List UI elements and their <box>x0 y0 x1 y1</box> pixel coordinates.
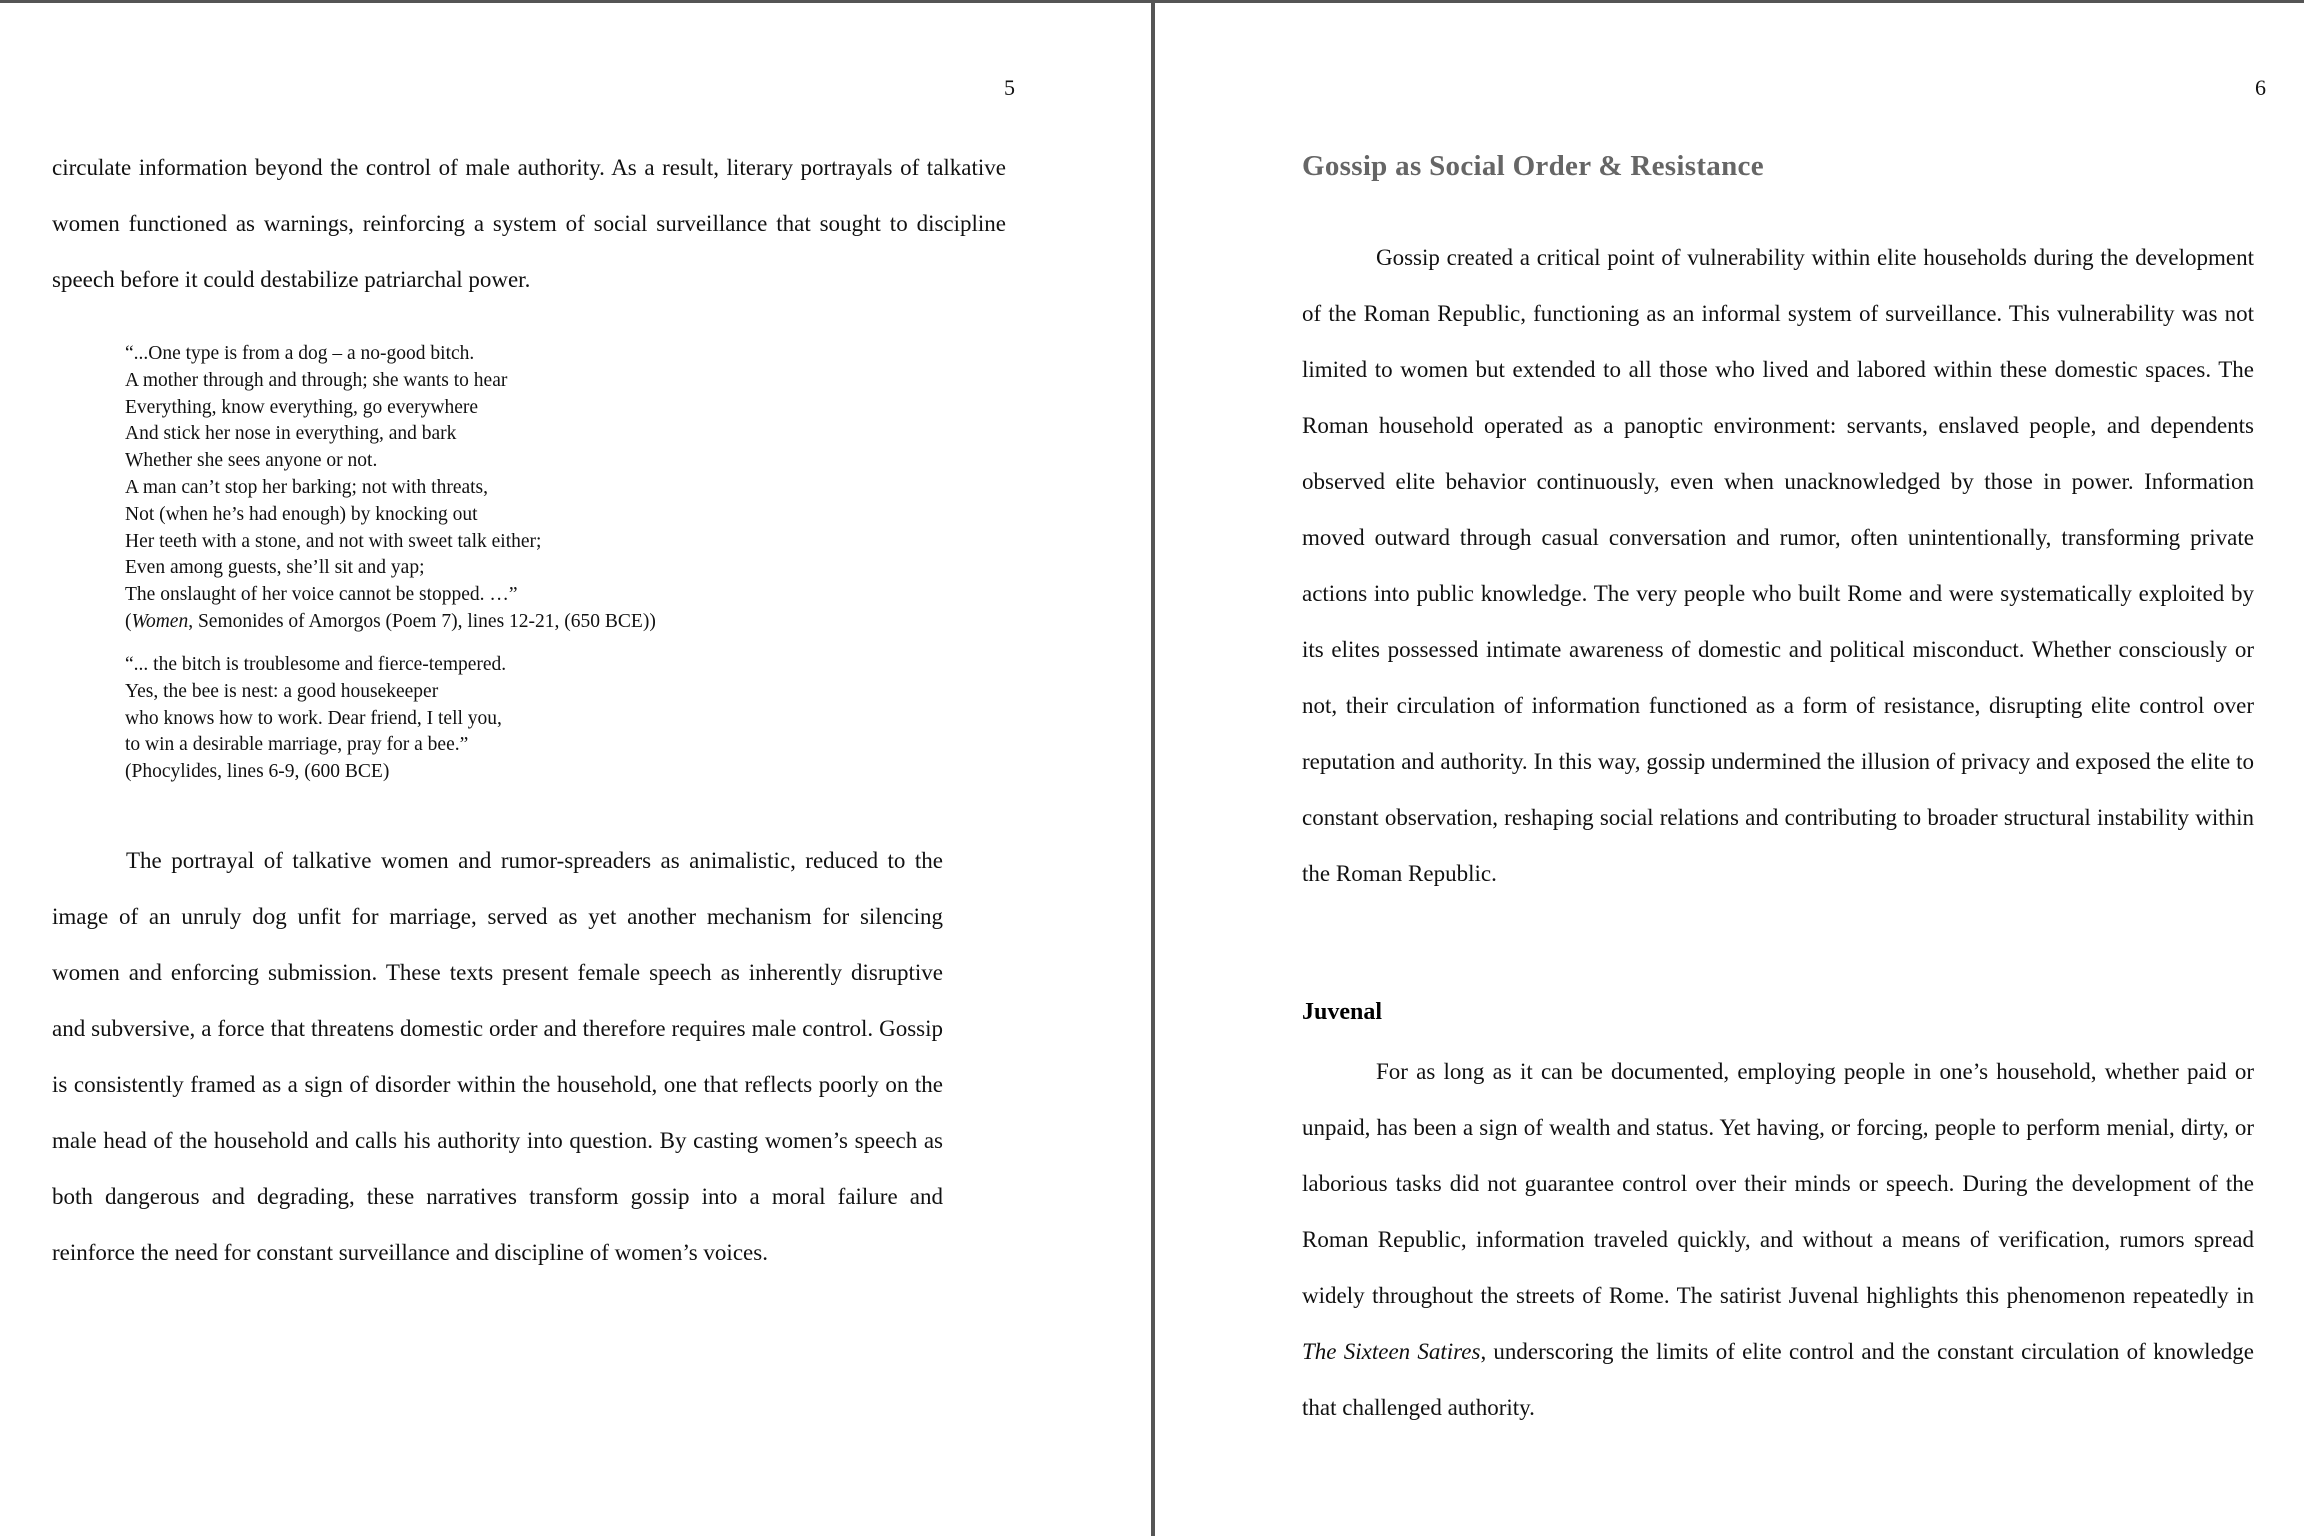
quote-line: Yes, the bee is nest: a good housekeeper <box>125 680 439 702</box>
quote-line: Everything, know everything, go everywhere <box>125 396 479 418</box>
quote-citation: (Women, Semonides of Amorgos (Poem 7), lines 12-21, (650 BCE)) <box>125 610 656 632</box>
page-number: 5 <box>1004 75 1015 100</box>
paragraph-text: Gossip created a critical point of vulnerability within elite households during the development of the Roman Republic, functioning as an informal system of surveillance. This vulnerability was not limited to women but extended to all those who lived and labored within these domestic spaces. The Roman household operated as a panoptic environment: servants, enslaved people, and dependents observed elite behavior continuously, even when unacknowledged by those in power. Information moved outward through casual conversation and rumor, often unintentionally, transforming private actions into public knowledge. The very people who built Rome and were systematically exploited by its elites possessed intimate awareness of domestic and political misconduct. Whether consciously or not, their circulation of information functioned as a form of resistance, disrupting elite control over reputation and authority. In this way, gossip undermined the illusion of privacy and exposed the elite to constant observation, reshaping social relations and contributing to broader structural instability within the Roman Republic. <box>1302 245 2254 886</box>
block-quote-semonides <box>125 341 825 636</box>
section-heading: Gossip as Social Order & Resistance <box>1302 150 1764 182</box>
quote-line: The onslaught of her voice cannot be stopped. …” <box>125 584 518 606</box>
page-number: 6 <box>2255 75 2266 100</box>
quote-line: A mother through and through; she wants to hear <box>125 369 508 391</box>
quote-line: Whether she sees anyone or not. <box>125 450 378 472</box>
quote-line: Not (when he’s had enough) by knocking out <box>125 503 478 525</box>
block-quote-phocylides <box>125 652 825 786</box>
quote-line: Even among guests, she’ll sit and yap; <box>125 557 425 579</box>
quote-line: who knows how to work. Dear friend, I tell you, <box>125 707 502 729</box>
quote-citation: (Phocylides, lines 6-9, (600 BCE) <box>125 761 390 783</box>
continuation-paragraph <box>52 140 1006 308</box>
citation-title: Women <box>131 610 189 632</box>
quote-line: “...One type is from a dog – a no-good bitch. <box>125 343 475 364</box>
paragraph-text: circulate information beyond the control of male authority. As a result, literary portrayals of talkative women functioned as warnings, reinforcing a system of social surveillance that sought to discipline speech before it could destabilize patriarchal power. <box>52 155 1006 292</box>
body-paragraph <box>1302 1044 2254 1436</box>
paragraph-text: The portrayal of talkative women and rumor-spreaders as animalistic, reduced to the image of an unruly dog unfit for marriage, served as yet another mechanism for silencing women and enforcing submission. These texts present female speech as inherently disruptive and subversive, a force that threatens domestic order and therefore requires male control. Gossip is consistently framed as a sign of disorder within the household, one that reflects poorly on the male head of the household and calls his authority into question. By casting women’s speech as both dangerous and degrading, these narratives transform gossip into a moral failure and reinforce the need for constant surveillance and discipline of women’s voices. <box>52 848 943 1265</box>
body-paragraph <box>1302 230 2254 902</box>
book-title: The Sixteen Satires <box>1302 1339 1481 1364</box>
subheading: Juvenal <box>1302 999 1383 1025</box>
page-5 <box>0 0 1151 1536</box>
quote-line: And stick her nose in everything, and bark <box>125 423 457 445</box>
body-paragraph <box>52 833 943 1281</box>
page-6 <box>1155 0 2304 1536</box>
quote-line: “... the bitch is troublesome and fierce-tempered. <box>125 654 507 675</box>
paragraph-text: For as long as it can be documented, employing people in one’s household, whether paid or unpaid, has been a sign of wealth and status. Yet having, or forcing, people to perform menial, dirty, or laborious tasks did not guarantee control over their minds or speech. During the development of the Roman Republic, information traveled quickly, and without a means of verification, rumors spread widely throughout the streets of Rome. The satirist Juvenal highlights this phenomenon repeatedly in The Sixteen Satires, underscoring the limits of elite control and the constant circulation of knowledge that challenged authority. <box>1302 1059 2254 1420</box>
quote-line: Her teeth with a stone, and not with sweet talk either; <box>125 530 542 552</box>
quote-line: to win a desirable marriage, pray for a bee.” <box>125 734 469 756</box>
quote-line: A man can’t stop her barking; not with threats, <box>125 476 489 498</box>
